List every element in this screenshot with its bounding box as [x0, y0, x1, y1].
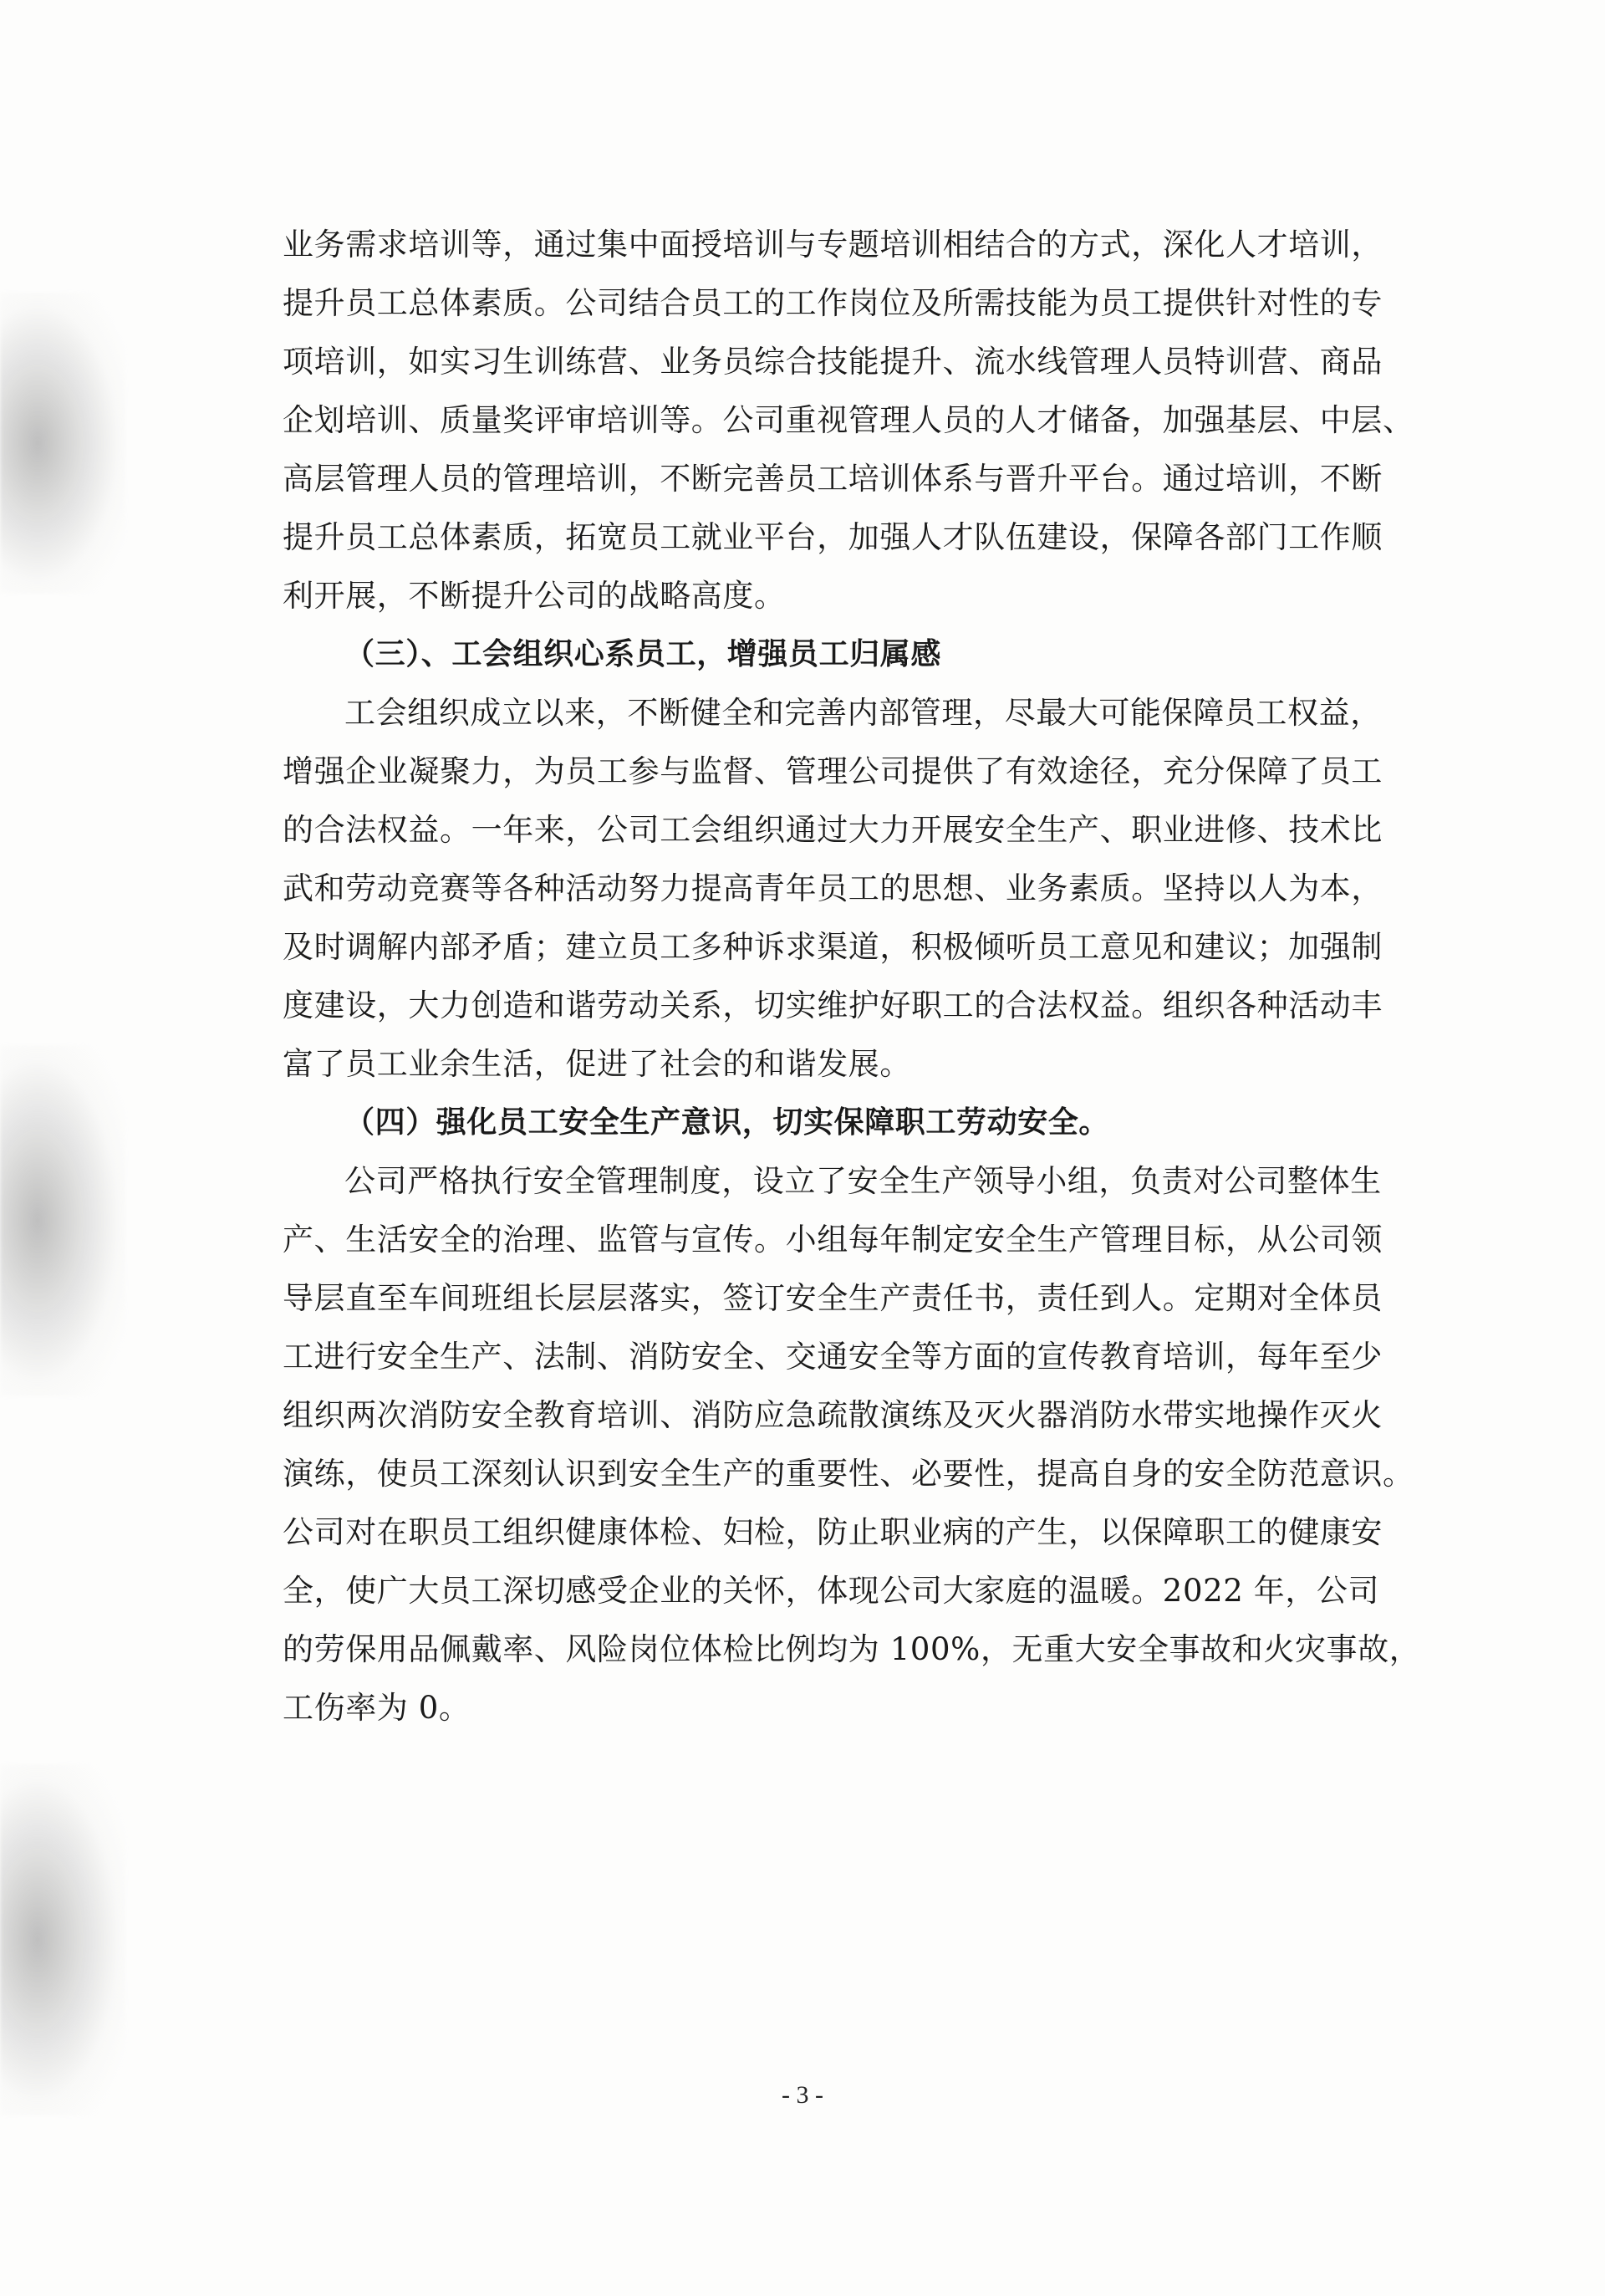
text-line: 提升员工总体素质。公司结合员工的工作岗位及所需技能为员工提供针对性的专: [283, 285, 1383, 321]
text-line: 的劳保用品佩戴率、风险岗位体检比例均为 100%，无重大安全事故和火灾事故，: [283, 1631, 1421, 1667]
scan-smudge: [0, 1764, 125, 2115]
text-line: 企划培训、质量奖评审培训等。公司重视管理人员的人才储备，加强基层、中层、: [283, 402, 1414, 438]
text-line: 度建设，大力创造和谐劳动关系，切实维护好职工的合法权益。组织各种活动丰: [283, 987, 1383, 1023]
text-line: 武和劳动竞赛等各种活动努力提高青年员工的思想、业务素质。坚持以人为本，: [283, 870, 1383, 906]
paragraph-first-line: 公司严格执行安全管理制度，设立了安全生产领导小组，负责对公司整体生: [344, 1163, 1382, 1199]
text-line: 及时调解内部矛盾；建立员工多种诉求渠道，积极倾听员工意见和建议；加强制: [283, 929, 1383, 965]
text-line: 工进行安全生产、法制、消防安全、交通安全等方面的宣传教育培训，每年至少: [283, 1339, 1383, 1375]
text-line: 的合法权益。一年来，公司工会组织通过大力开展安全生产、职业进修、技术比: [283, 812, 1383, 848]
text-line: 组织两次消防安全教育培训、消防应急疏散演练及灭火器消防水带实地操作灭火: [283, 1397, 1383, 1433]
text-line: 富了员工业余生活，促进了社会的和谐发展。: [283, 1046, 911, 1082]
text-line: 项培训，如实习生训练营、业务员综合技能提升、流水线管理人员特训营、商品: [283, 344, 1383, 380]
text-line: 增强企业凝聚力，为员工参与监督、管理公司提供了有效途径，充分保障了员工: [283, 753, 1383, 789]
section-heading-3: （三）、工会组织心系员工，增强员工归属感: [344, 637, 942, 671]
text-line: 高层管理人员的管理培训，不断完善员工培训体系与晋升平台。通过培训，不断: [283, 461, 1383, 497]
document-body: [283, 216, 1421, 1737]
text-line: 提升员工总体素质，拓宽员工就业平台，加强人才队伍建设，保障各部门工作顺: [283, 519, 1383, 555]
page-number: - 3 -: [782, 2081, 823, 2109]
text-line: 利开展，不断提升公司的战略高度。: [283, 578, 786, 614]
text-line: 全，使广大员工深切感受企业的关怀，体现公司大家庭的温暖。2022 年，公司: [283, 1573, 1380, 1609]
text-line: 业务需求培训等，通过集中面授培训与专题培训相结合的方式，深化人才培训，: [283, 227, 1383, 263]
text-line: 导层直至车间班组长层层落实，签订安全生产责任书，责任到人。定期对全体员: [283, 1280, 1383, 1316]
scan-smudge: [0, 1045, 125, 1396]
scan-smudge: [0, 293, 125, 594]
text-line: 演练，使员工深刻认识到安全生产的重要性、必要性，提高自身的安全防范意识。: [283, 1456, 1414, 1492]
paragraph-first-line: 工会组织成立以来，不断健全和完善内部管理，尽最大可能保障员工权益，: [344, 695, 1382, 731]
text-line: 工伤率为 0。: [283, 1690, 471, 1726]
section-heading-4: （四）强化员工安全生产意识，切实保障职工劳动安全。: [344, 1105, 1110, 1140]
text-line: 公司对在职员工组织健康体检、妇检，防止职业病的产生，以保障职工的健康安: [283, 1514, 1383, 1550]
text-line: 产、生活安全的治理、监管与宣传。小组每年制定安全生产管理目标，从公司领: [283, 1222, 1383, 1258]
